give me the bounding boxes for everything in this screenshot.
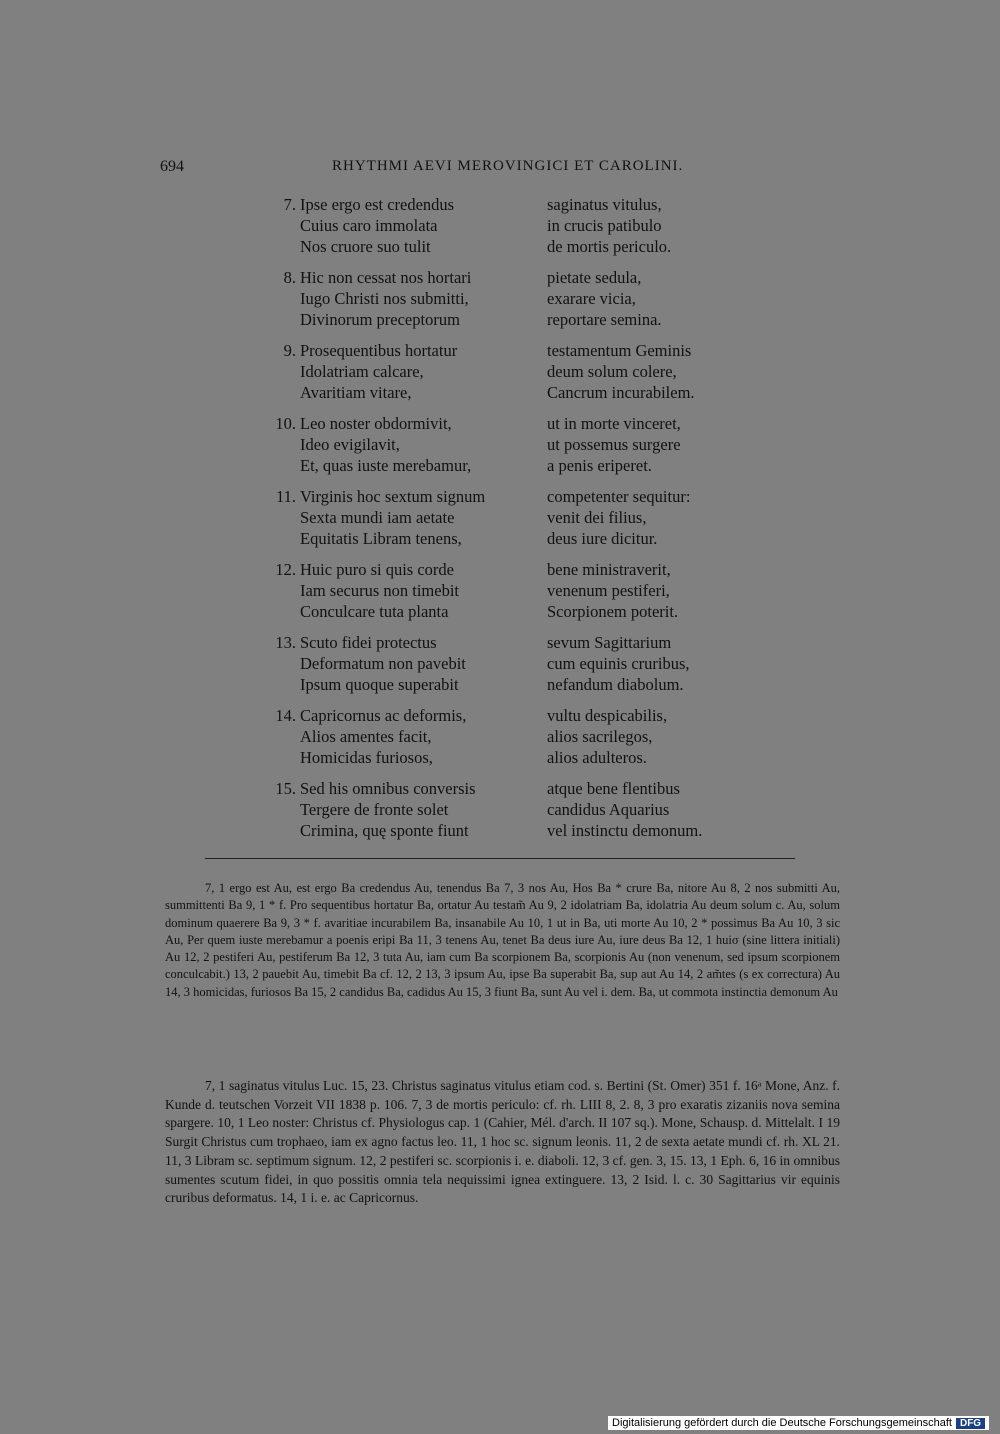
stanza-number xyxy=(265,747,300,768)
dfg-logo: DFG xyxy=(956,1418,985,1429)
verse-line xyxy=(265,674,765,695)
verse-second-half: alios sacrilegos, xyxy=(547,727,653,746)
stanza-number xyxy=(265,215,300,236)
verse-first-half: Iugo Christi nos submitti, xyxy=(300,289,469,308)
running-title: RHYTHMI AEVI MEROVINGICI ET CAROLINI. xyxy=(332,158,684,174)
verse-first-half: Virginis hoc sextum signum xyxy=(300,487,486,506)
stanza-number: 7. xyxy=(283,195,296,214)
stanza xyxy=(265,413,765,476)
verse-second-half: ut in morte vinceret, xyxy=(547,414,681,433)
verse-first-half: Prosequentibus hortatur xyxy=(300,341,458,360)
stanza xyxy=(265,559,765,622)
verse-line xyxy=(265,236,765,257)
verse-line xyxy=(265,309,765,330)
verse-first-half: Ipsum quoque superabit xyxy=(300,675,459,694)
verse-line xyxy=(265,580,765,601)
verse-first-half: Scuto fidei protectus xyxy=(300,633,437,652)
stanza xyxy=(265,778,765,841)
verse-second-half: deus iure dicitur. xyxy=(547,529,658,548)
stanza-number: 13. xyxy=(275,633,296,652)
verse-line xyxy=(265,820,765,841)
verse-first-half: Ipse ergo est credendus xyxy=(300,195,455,214)
stanza xyxy=(265,632,765,695)
verse-second-half: reportare semina. xyxy=(547,310,662,329)
stanza-number xyxy=(265,601,300,622)
stanza-number xyxy=(265,361,300,382)
footnote-rule xyxy=(205,858,795,859)
verse-first-half: Et, quas iuste merebamur, xyxy=(300,456,472,475)
verse-line xyxy=(265,601,765,622)
apparatus-text: 7, 1 ergo est Au, est ergo Ba credendus Au, tenendus Ba 7, 3 nos Au, Hos Ba * crure Ba, nitore Au 8, 2 nos submitti Au, summittenti Ba 9, 1 * f. Pro sequentibus hortatur Ba, ortatur Au testam̃ Au 9, 2 idolatriam Ba, idolatria Au deum solum c. Au, solum dominum quaerere Ba 9, 3 * f. avaritiae incurabilem Ba, insanabile Au 10, 1 ut in Ba, uti morte Au 10, 2 * possimus Ba Au 10, 3 sic Au, Per quem iuste merebamur a poenis eripi Ba 11, 3 tenens Au, tenet Ba deus iure Au, iure deus Ba 12, 1 huiσ (sine littera initiali) Au 12, 2 pestiferi Au, pestiferum Ba 12, 3 tuta Au, iam cum Ba scorpionem Ba, scorpionis Au (non venenum, sed ipsum scorpionem conculcabit.) 13, 2 pauebit Au, timebit Ba cf. 12, 2 13, 3 ipsum Au, ipse Ba superabit Ba, sup aut Au 14, 2 am̃tes (s ex correctura) Au 14, 3 homicidas, furiosos Ba 15, 2 candidus Ba, cadidus Au 15, 3 fiunt Ba, sunt Au vel i. dem. Ba, ut commota instinctia demonum Au xyxy=(165,881,840,999)
verse-second-half: pietate sedula, xyxy=(547,268,642,287)
verse-first-half: Divinorum preceptorum xyxy=(300,310,460,329)
verse-second-half: ut possemus surgere xyxy=(547,435,681,454)
stanza-number xyxy=(265,820,300,841)
verse-line xyxy=(265,559,765,580)
verse-line xyxy=(265,486,765,507)
verse-second-half: candidus Aquarius xyxy=(547,800,670,819)
stanza xyxy=(265,340,765,403)
verse-line xyxy=(265,507,765,528)
verse-line xyxy=(265,726,765,747)
verse-first-half: Capricornus ac deformis, xyxy=(300,706,467,725)
verse-line xyxy=(265,361,765,382)
stanza-number: 11. xyxy=(275,487,296,506)
source-notes xyxy=(165,1077,840,1208)
verse-second-half: Cancrum incurabilem. xyxy=(547,383,695,402)
verse-line xyxy=(265,215,765,236)
page-header xyxy=(160,158,840,180)
verse-second-half: saginatus vitulus, xyxy=(547,195,662,214)
verse-first-half: Equitatis Libram tenens, xyxy=(300,529,462,548)
verse-first-half: Huic puro si quis corde xyxy=(300,560,454,579)
stanza-number: 15. xyxy=(275,779,296,798)
page-number: 694 xyxy=(160,158,184,175)
stanza xyxy=(265,705,765,768)
stanza-number: 12. xyxy=(275,560,296,579)
verse-first-half: Alios amentes facit, xyxy=(300,727,432,746)
verse-second-half: sevum Sagittarium xyxy=(547,633,672,652)
stanza xyxy=(265,486,765,549)
stanza-number xyxy=(265,382,300,403)
verse-second-half: deum solum colere, xyxy=(547,362,677,381)
verse-first-half: Crimina, quę sponte fiunt xyxy=(300,821,469,840)
verse-line xyxy=(265,382,765,403)
verse-first-half: Cuius caro immolata xyxy=(300,216,438,235)
verse-line xyxy=(265,340,765,361)
verse-second-half: vel instinctu demonum. xyxy=(547,821,703,840)
verse-line xyxy=(265,778,765,799)
critical-apparatus xyxy=(165,880,840,1001)
verse-first-half: Leo noster obdormivit, xyxy=(300,414,452,433)
verse-first-half: Homicidas furiosos, xyxy=(300,748,433,767)
source-notes-text: 7, 1 saginatus vitulus Luc. 15, 23. Christus saginatus vitulus etiam cod. s. Bertini (St. Omer) 351 f. 16ᵃ Mone, Anz. f. Kunde d. teutschen Vorzeit VII 1838 p. 106. 7, 3 de mortis periculo: cf. rh. LIII 8, 2. 8, 3 pro exaratis zizaniis nova semina spargere. 10, 1 Leo noster: Christus cf. Physiologus cap. 1 (Cahier, Mél. d'arch. II 107 sq.). Mone, Schausp. d. Mittelalt. I 19 Surgit Christus cum trophaeo, iam ex agno factus leo. 11, 1 hoc sc. signum leonis. 11, 2 de sexta aetate mundi cf. rh. XL 21. 11, 3 Libram sc. septimum signum. 12, 2 pestiferi sc. scorpionis i. e. diaboli. 12, 3 cf. gen. 3, 15. 13, 1 Eph. 6, 16 in omnibus sumentes scutum fidei, in quo possitis omnia tela nequissimi ignea extinguere. 13, 2 Isid. l. c. 30 Sagittarius vir equinis cruribus deformatus. 14, 1 i. e. ac Capricornus. xyxy=(165,1078,840,1206)
stanza-number xyxy=(265,653,300,674)
stanza-number xyxy=(265,288,300,309)
stanza-number: 10. xyxy=(275,414,296,433)
dfg-footer xyxy=(608,1416,989,1430)
verse-second-half: de mortis periculo. xyxy=(547,237,672,256)
verse-first-half: Nos cruore suo tulit xyxy=(300,237,431,256)
verse-first-half: Hic non cessat nos hortari xyxy=(300,268,472,287)
verse-line xyxy=(265,455,765,476)
footer-text: Digitalisierung gefördert durch die Deutsche Forschungsgemeinschaft xyxy=(612,1417,952,1429)
verse-line xyxy=(265,194,765,215)
verse-line xyxy=(265,528,765,549)
verse-second-half: testamentum Geminis xyxy=(547,341,692,360)
verse-line xyxy=(265,413,765,434)
verse-first-half: Tergere de fronte solet xyxy=(300,800,449,819)
verse-second-half: a penis eriperet. xyxy=(547,456,652,475)
verse-first-half: Iam securus non timebit xyxy=(300,581,460,600)
stanza-number xyxy=(265,726,300,747)
stanza-number: 9. xyxy=(283,341,296,360)
verse-first-half: Deformatum non pavebit xyxy=(300,654,466,673)
stanza-number xyxy=(265,434,300,455)
stanza-number xyxy=(265,455,300,476)
verse-first-half: Sed his omnibus conversis xyxy=(300,779,476,798)
verse-second-half: cum equinis cruribus, xyxy=(547,654,690,673)
verse-second-half: alios adulteros. xyxy=(547,748,647,767)
verse-first-half: Sexta mundi iam aetate xyxy=(300,508,455,527)
stanza xyxy=(265,267,765,330)
poem xyxy=(265,194,765,851)
verse-second-half: in crucis patibulo xyxy=(547,216,662,235)
stanza-number xyxy=(265,507,300,528)
stanza-number xyxy=(265,799,300,820)
verse-line xyxy=(265,434,765,455)
verse-line xyxy=(265,705,765,726)
verse-second-half: venit dei filius, xyxy=(547,508,647,527)
verse-line xyxy=(265,799,765,820)
verse-second-half: nefandum diabolum. xyxy=(547,675,684,694)
verse-second-half: venenum pestiferi, xyxy=(547,581,670,600)
stanza-number xyxy=(265,236,300,257)
verse-second-half: vultu despicabilis, xyxy=(547,706,668,725)
verse-line xyxy=(265,653,765,674)
verse-second-half: atque bene flentibus xyxy=(547,779,680,798)
verse-first-half: Conculcare tuta planta xyxy=(300,602,449,621)
verse-line xyxy=(265,632,765,653)
stanza-number: 14. xyxy=(275,706,296,725)
verse-second-half: bene ministraverit, xyxy=(547,560,671,579)
verse-line xyxy=(265,267,765,288)
verse-line xyxy=(265,747,765,768)
stanza-number xyxy=(265,309,300,330)
verse-second-half: exarare vicia, xyxy=(547,289,636,308)
verse-line xyxy=(265,288,765,309)
verse-first-half: Idolatriam calcare, xyxy=(300,362,424,381)
stanza xyxy=(265,194,765,257)
stanza-number xyxy=(265,528,300,549)
stanza-number xyxy=(265,674,300,695)
verse-second-half: competenter sequitur: xyxy=(547,487,691,506)
verse-first-half: Avaritiam vitare, xyxy=(300,383,412,402)
stanza-number xyxy=(265,580,300,601)
stanza-number: 8. xyxy=(283,268,296,287)
verse-first-half: Ideo evigilavit, xyxy=(300,435,400,454)
verse-second-half: Scorpionem poterit. xyxy=(547,602,679,621)
